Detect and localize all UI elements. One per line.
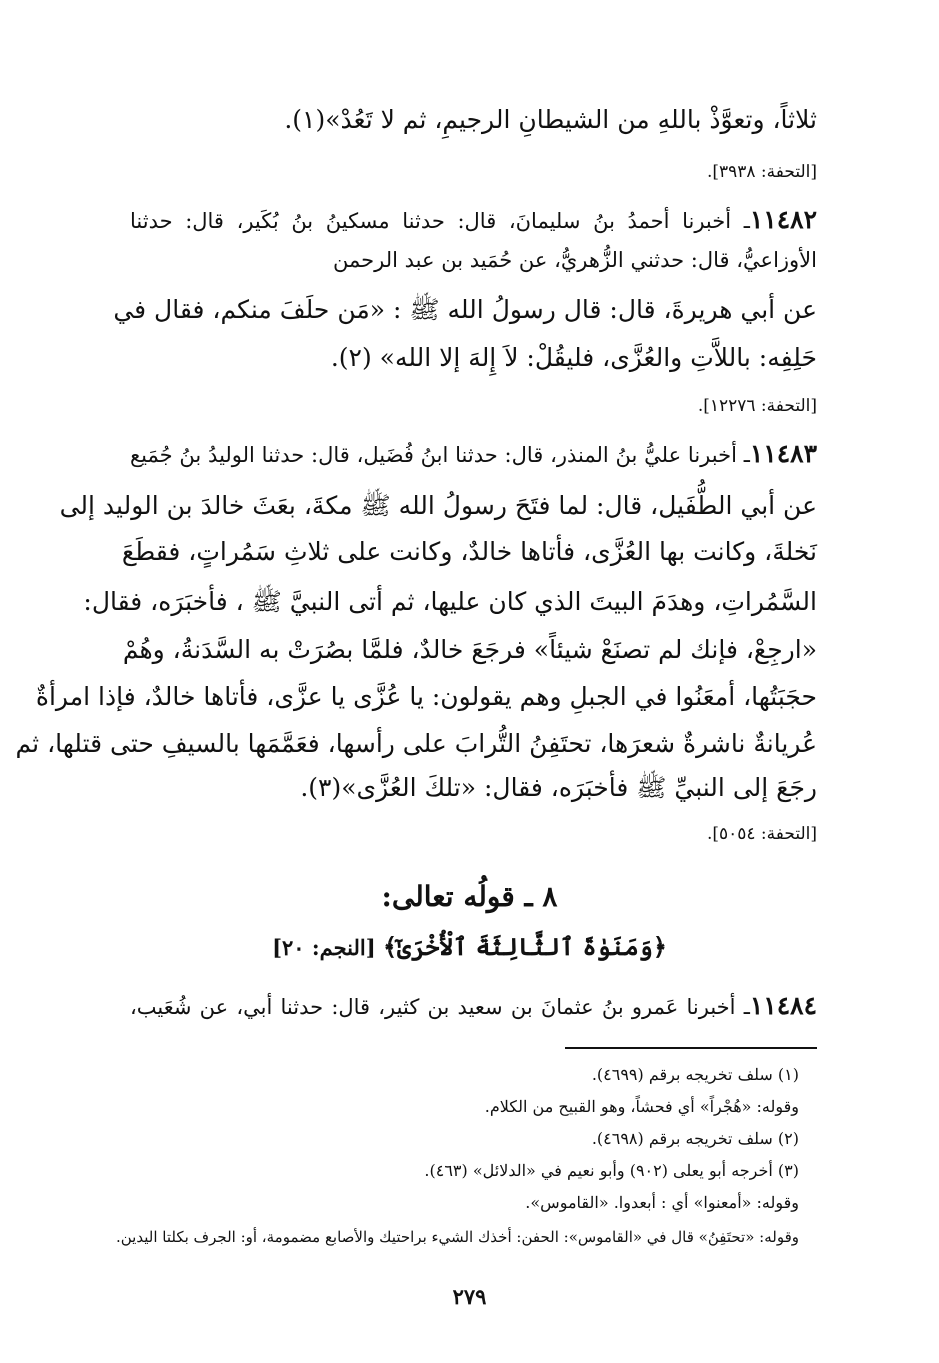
footnote-1-note: وقوله: «هُجْراً» أي فحشاً، وهو القبيح من الكلام. — [484, 1097, 799, 1116]
hadith-11484-line-1 — [130, 986, 817, 1027]
footnote-2: (٢) سلف تخريجه برقم (٤٦٩٨). — [591, 1129, 799, 1148]
hadith-text: ـ أخبرنا أحمدُ بنُ سليمانَ، قال: حدثنا مسكينُ بنُ بُكَير، قال: حدثنا — [130, 209, 750, 233]
verse-reference: [النجم: ٢٠] — [272, 935, 376, 960]
footnote-3-note-1: وقوله: «أمعنوا» أي : أبعدوا. «القاموس». — [525, 1193, 799, 1212]
hadith-11483-line-5: «ارجِعْ، فإنك لم تصنَعْ شيئاً» فرجَعَ خالدٌ، فلمَّا بصُرَتْ به السَّدَنةُ، وهُمْ — [122, 635, 817, 664]
hadith-11483-line-1 — [130, 434, 817, 475]
page-number: ٢٧٩ — [452, 1284, 487, 1309]
hadith-number: ١١٤٨٢ — [749, 205, 817, 234]
footnote-1: (١) سلف تخريجه برقم (٤٦٩٩). — [591, 1065, 799, 1084]
hadith-11483-line-6: حجَبَتُها، أمعَنُوا في الجبلِ وهم يقولون: يا عُزَّى يا عزَّى، فأتاها خالدٌ، فإذا امرأةٌ — [35, 682, 817, 711]
hadith-11483-line-8: رجَعَ إلى النبيِّ ﷺ فأخبَرَه، فقال: «تلكَ العُزَّى»(٣). — [300, 773, 817, 802]
tuhfa-reference-1: [التحفة: ٣٩٣٨]. — [706, 162, 817, 182]
footnote-divider — [565, 1047, 817, 1049]
hadith-11483-line-2: عن أبي الطُّفَيل، قال: لما فتَحَ رسولُ الله ﷺ مكةَ، بعَثَ خالدَ بن الوليد إلى — [59, 491, 817, 520]
hadith-number: ١١٤٨٤ — [749, 991, 817, 1020]
section-title: ٨ ـ قولُه تعالى: — [381, 880, 558, 913]
footnote-3: (٣) أخرجه أبو يعلى (٩٠٢) وأبو نعيم في «الدلائل» (٤٦٣). — [424, 1161, 799, 1180]
text-line-top: ثلاثاً، وتعوَّذْ باللهِ من الشيطانِ الرجيمِ، ثم لا تَعُدْ»(١). — [284, 105, 817, 134]
tuhfa-reference-2: [التحفة: ١٢٢٧٦]. — [697, 396, 817, 416]
quran-verse-line — [0, 932, 939, 961]
quran-verse: ﴿وَمَنَوٰةَ ٱلثَّالِثَةَ ٱلْأُخْرَىٰٓ﴾ — [383, 932, 667, 961]
hadith-11483-line-4: السَّمُراتِ، وهدَمَ البيتَ الذي كان عليها، ثم أتى النبيَّ ﷺ ، فأخبَرَه، فقال: — [83, 587, 817, 616]
hadith-text: ـ أخبرنا عَمرو بنُ عثمانَ بن سعيد بن كثير، قال: حدثنا أبي، عن شُعَيب، — [130, 995, 750, 1019]
hadith-11483-line-3: نَخلةَ، وكانت بها العُزَّى، فأتاها خالدٌ، وكانت على ثلاثِ سَمُراتٍ، فقطَعَ — [121, 537, 817, 566]
hadith-11483-line-7: عُريانةٌ ناشرةٌ شعرَها، تحتَفِنُ التُّرابَ على رأسها، فعَمَّمَها بالسيفِ حتى قتلها، ثم — [15, 729, 817, 758]
hadith-11482-line-4: حَلِفِه: باللاَّتِ والعُزَّى، فليقُلْ: لاَ إِلهَ إلا الله» (٢). — [330, 343, 817, 372]
footnote-3-note-2: وقوله: «تحتَفِنُ» قال في «القاموس»: الحفن: أخذك الشيء براحتيك والأصابع مضمومة، أو: الجرف بكلتا اليدين. — [116, 1228, 799, 1246]
hadith-11482-line-1 — [130, 200, 817, 241]
hadith-number: ١١٤٨٣ — [749, 439, 817, 468]
hadith-11482-line-3: عن أبي هريرةَ، قال: قال رسولُ الله ﷺ : «مَن حلَفَ منكم، فقال في — [113, 295, 817, 324]
hadith-text: ـ أخبرنا عليُّ بنُ المنذر، قال: حدثنا ابنُ فُضَيل، قال: حدثنا الوليدُ بنُ جُمَيع — [130, 443, 750, 467]
tuhfa-reference-3: [التحفة: ٥٠٥٤]. — [706, 824, 817, 844]
hadith-11482-line-2: الأوزاعيُّ، قال: حدثني الزُّهريُّ، عن حُمَيد بن عبد الرحمن — [333, 248, 817, 272]
